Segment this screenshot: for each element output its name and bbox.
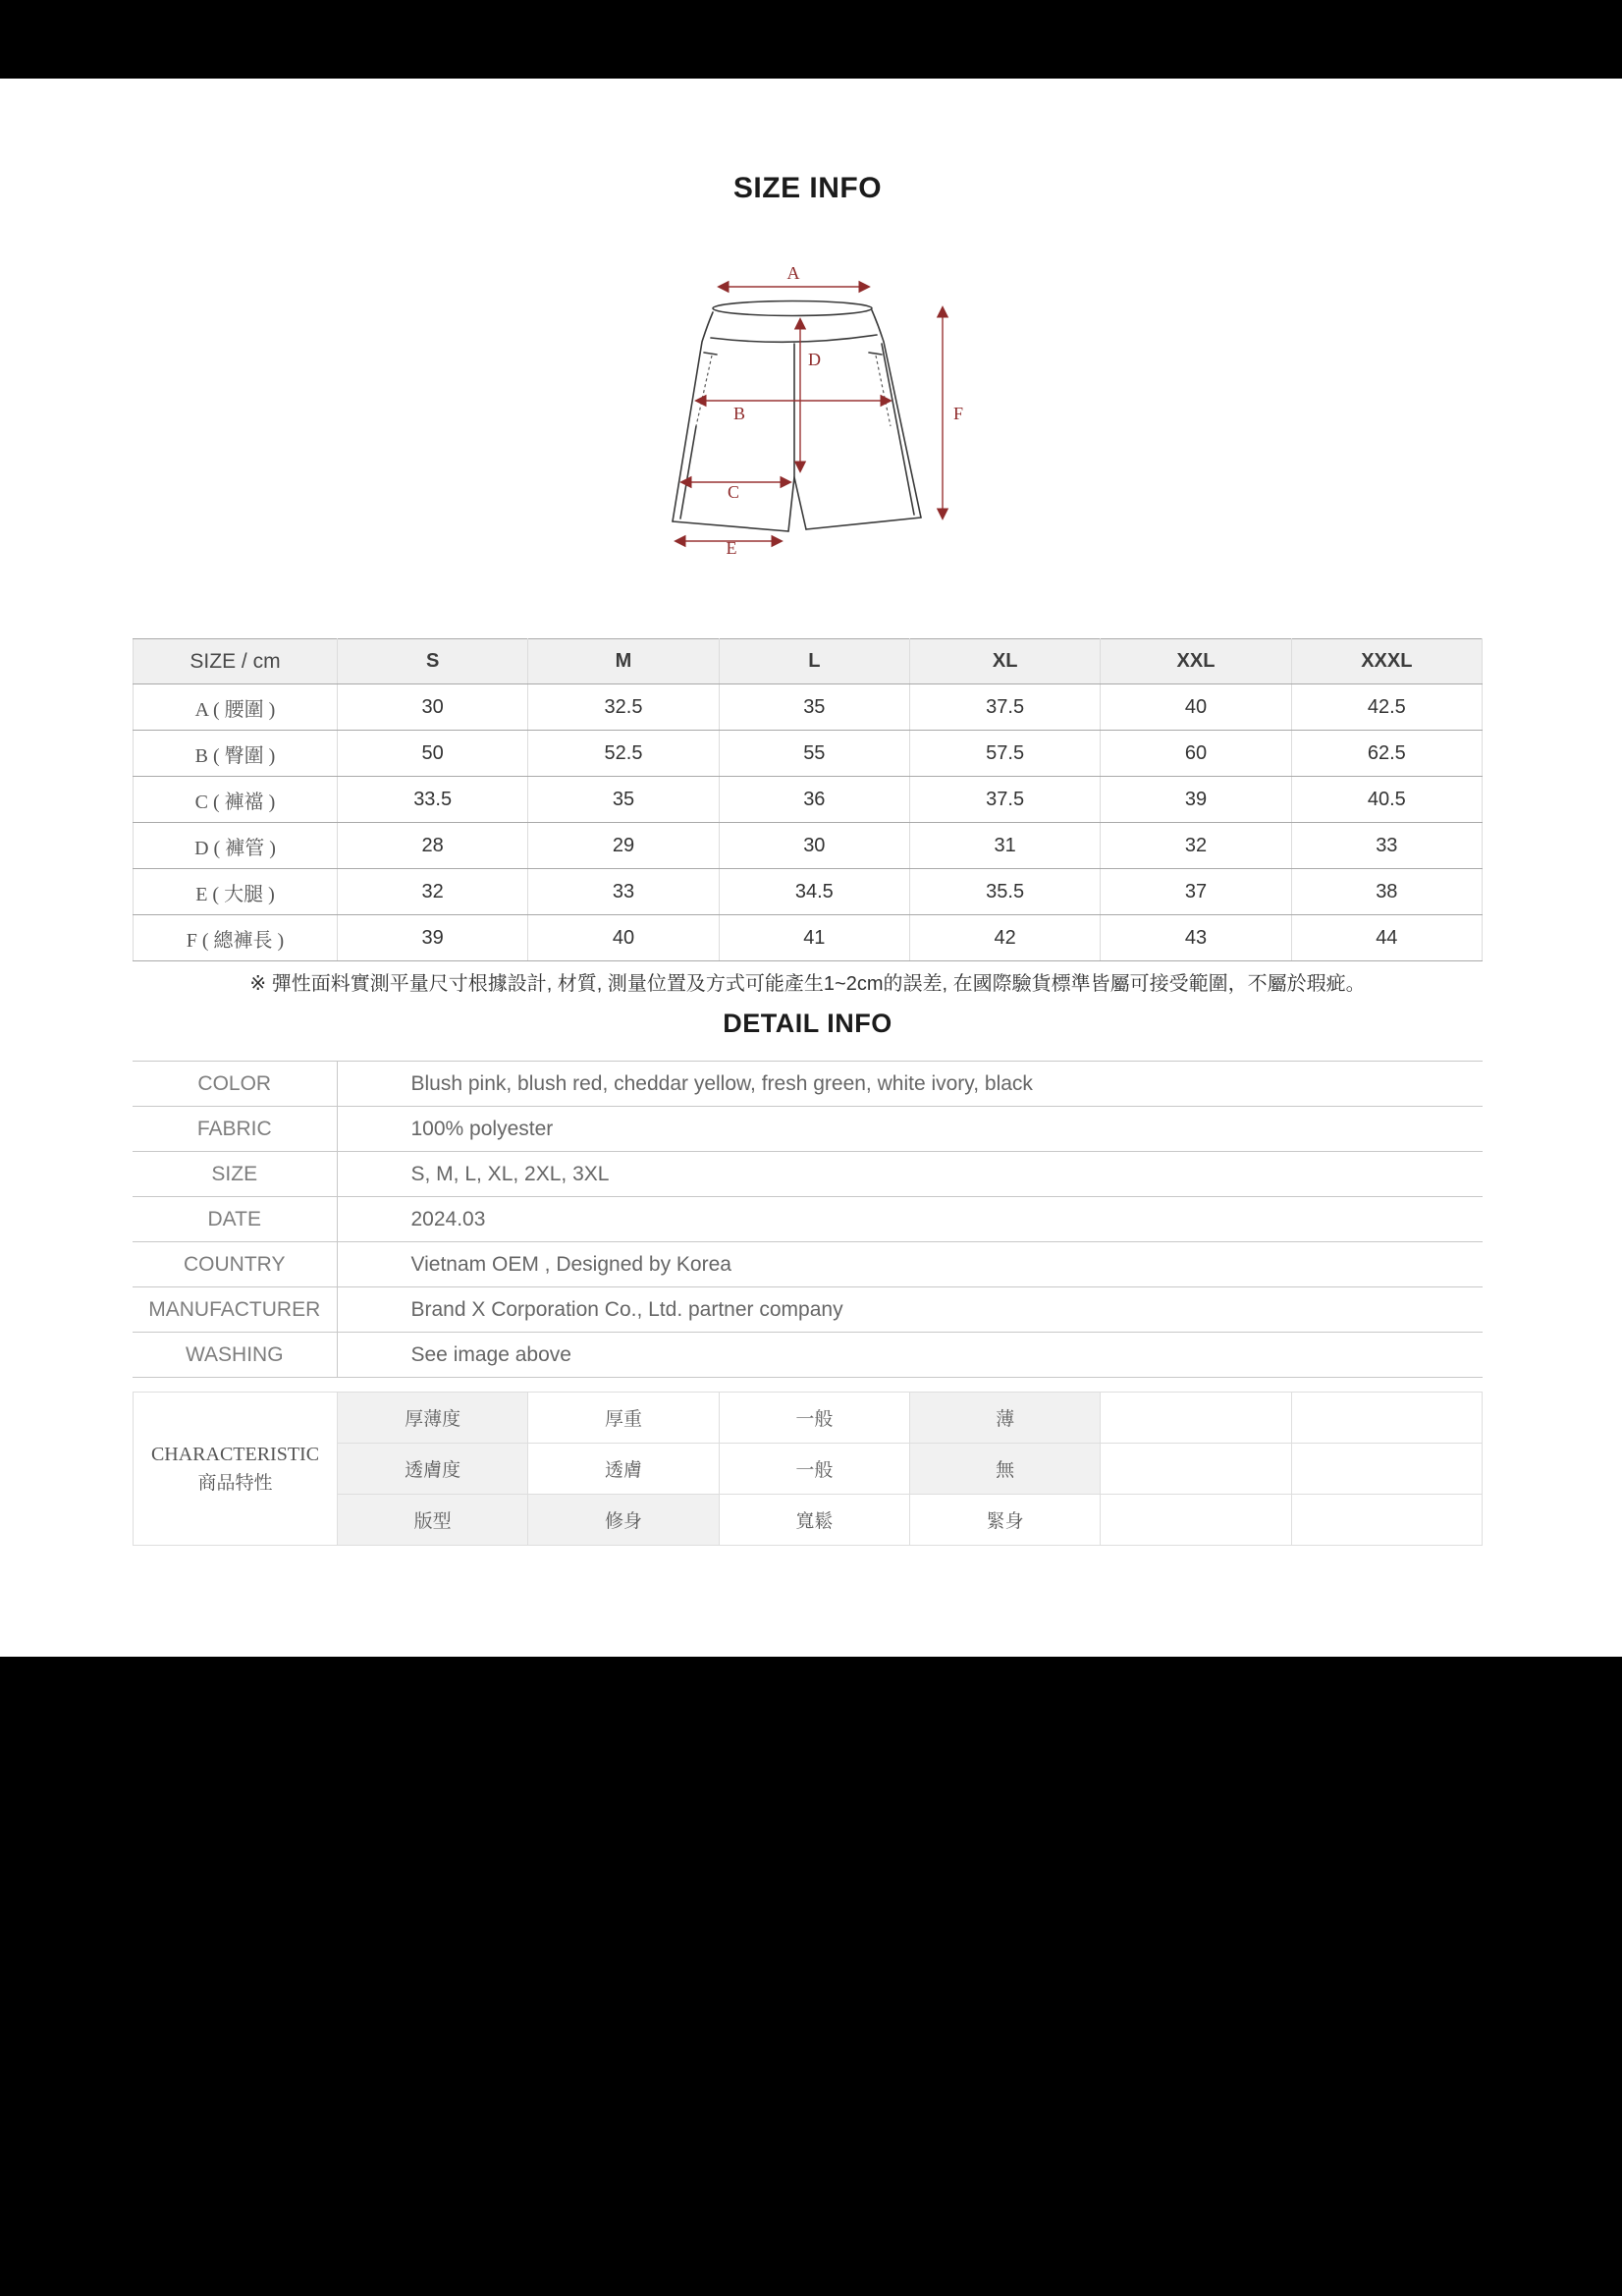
detail-label: MANUFACTURER — [133, 1287, 337, 1333]
detail-label: COLOR — [133, 1062, 337, 1107]
measure-row-label: F ( 總褲長 ) — [134, 915, 338, 961]
characteristic-table — [133, 1392, 1483, 1546]
size-table-header-cell: XXL — [1101, 639, 1291, 684]
characteristic-option: 厚重 — [528, 1393, 719, 1444]
size-table-header-cell: S — [338, 639, 528, 684]
characteristic-option-empty — [1291, 1393, 1482, 1444]
detail-label: SIZE — [133, 1152, 337, 1197]
detail-info-title: DETAIL INFO — [723, 1009, 892, 1038]
detail-row — [133, 1333, 1483, 1378]
size-value: 41 — [719, 915, 909, 961]
detail-row — [133, 1242, 1483, 1287]
shorts-outline — [673, 301, 921, 532]
measure-label-a: A — [786, 263, 800, 283]
characteristic-option: 緊身 — [909, 1495, 1100, 1546]
size-value: 37.5 — [909, 684, 1100, 731]
measure-labels — [727, 263, 964, 558]
characteristic-label: 版型 — [338, 1495, 528, 1546]
characteristic-title-cell — [134, 1393, 338, 1546]
measure-label-e: E — [726, 538, 737, 558]
size-table — [133, 638, 1483, 961]
characteristic-option-selected: 修身 — [528, 1495, 719, 1546]
size-value: 30 — [719, 823, 909, 869]
size-value: 30 — [338, 684, 528, 731]
measure-row-label: D ( 褲管 ) — [134, 823, 338, 869]
size-value: 33 — [1291, 823, 1482, 869]
size-value: 37 — [1101, 869, 1291, 915]
characteristic-option: 一般 — [719, 1444, 909, 1495]
detail-row — [133, 1107, 1483, 1152]
detail-value: Blush pink, blush red, cheddar yellow, fresh green, white ivory, black — [337, 1062, 1483, 1107]
size-value: 52.5 — [528, 731, 719, 777]
size-value: 35 — [528, 777, 719, 823]
size-value: 55 — [719, 731, 909, 777]
size-value: 40 — [1101, 684, 1291, 731]
detail-value: Brand X Corporation Co., Ltd. partner company — [337, 1287, 1483, 1333]
detail-value: 2024.03 — [337, 1197, 1483, 1242]
size-table-header-cell: M — [528, 639, 719, 684]
size-table-header-cell: SIZE / cm — [134, 639, 338, 684]
detail-row — [133, 1152, 1483, 1197]
measure-label-d: D — [808, 350, 821, 369]
characteristic-option-empty — [1101, 1393, 1291, 1444]
measure-row-label: C ( 褲襠 ) — [134, 777, 338, 823]
detail-table — [133, 1061, 1483, 1378]
detail-value: 100% polyester — [337, 1107, 1483, 1152]
measure-label-c: C — [727, 482, 740, 502]
size-table-header-cell: XXXL — [1291, 639, 1482, 684]
size-value: 40.5 — [1291, 777, 1482, 823]
size-value: 38 — [1291, 869, 1482, 915]
size-value: 32 — [1101, 823, 1291, 869]
size-value: 42.5 — [1291, 684, 1482, 731]
characteristic-option: 寬鬆 — [719, 1495, 909, 1546]
detail-label: FABRIC — [133, 1107, 337, 1152]
size-value: 35.5 — [909, 869, 1100, 915]
size-value: 43 — [1101, 915, 1291, 961]
size-value: 37.5 — [909, 777, 1100, 823]
characteristic-option-empty — [1291, 1495, 1482, 1546]
measure-arrows — [676, 287, 943, 541]
size-table-header-cell: L — [719, 639, 909, 684]
size-value: 44 — [1291, 915, 1482, 961]
measure-row-label: E ( 大腿 ) — [134, 869, 338, 915]
size-value: 39 — [338, 915, 528, 961]
size-table-row — [134, 731, 1483, 777]
characteristic-option-selected: 薄 — [909, 1393, 1100, 1444]
characteristic-option-empty — [1101, 1444, 1291, 1495]
size-value: 40 — [528, 915, 719, 961]
size-value: 32.5 — [528, 684, 719, 731]
detail-label: WASHING — [133, 1333, 337, 1378]
size-value: 34.5 — [719, 869, 909, 915]
characteristic-row — [134, 1393, 1483, 1444]
size-value: 33.5 — [338, 777, 528, 823]
size-value: 60 — [1101, 731, 1291, 777]
characteristic-label: 厚薄度 — [338, 1393, 528, 1444]
size-table-row — [134, 777, 1483, 823]
characteristic-option-empty — [1101, 1495, 1291, 1546]
characteristic-option: 透膚 — [528, 1444, 719, 1495]
measure-label-b: B — [732, 404, 746, 423]
size-info-title: SIZE INFO — [732, 172, 883, 204]
size-value: 50 — [338, 731, 528, 777]
detail-value: Vietnam OEM , Designed by Korea — [337, 1242, 1483, 1287]
size-value: 62.5 — [1291, 731, 1482, 777]
size-table-row — [134, 869, 1483, 915]
size-table-row — [134, 915, 1483, 961]
characteristic-option-empty — [1291, 1444, 1482, 1495]
shorts-measurement-diagram — [628, 246, 1070, 589]
shorts-pocket-stitches — [696, 355, 891, 426]
detail-label: COUNTRY — [133, 1242, 337, 1287]
size-value: 33 — [528, 869, 719, 915]
detail-value: S, M, L, XL, 2XL, 3XL — [337, 1152, 1483, 1197]
size-value: 32 — [338, 869, 528, 915]
measure-row-label: B ( 臀圍 ) — [134, 731, 338, 777]
detail-row — [133, 1197, 1483, 1242]
characteristic-option-selected: 無 — [909, 1444, 1100, 1495]
measure-row-label: A ( 腰圍 ) — [134, 684, 338, 731]
characteristic-title-en: CHARACTERISTIC — [150, 1443, 320, 1465]
detail-row — [133, 1062, 1483, 1107]
characteristic-title-zh: 商品特性 — [197, 1472, 273, 1494]
size-value: 36 — [719, 777, 909, 823]
white-content-area — [0, 79, 1622, 1657]
detail-row — [133, 1287, 1483, 1333]
measure-label-f: F — [953, 404, 964, 423]
size-table-header-cell: XL — [909, 639, 1100, 684]
size-table-row — [134, 684, 1483, 731]
characteristic-option: 一般 — [719, 1393, 909, 1444]
size-value: 39 — [1101, 777, 1291, 823]
size-value: 35 — [719, 684, 909, 731]
size-value: 57.5 — [909, 731, 1100, 777]
size-table-row — [134, 823, 1483, 869]
size-value: 31 — [909, 823, 1100, 869]
characteristic-label: 透膚度 — [338, 1444, 528, 1495]
detail-label: DATE — [133, 1197, 337, 1242]
size-table-header-row — [134, 639, 1483, 684]
detail-value: See image above — [337, 1333, 1483, 1378]
size-value: 28 — [338, 823, 528, 869]
tolerance-note: ※ 彈性面料實測平量尺寸根據設計, 材質, 測量位置及方式可能產生1~2cm的誤差, 在國際驗貨標準皆屬可接受範圍，不屬於瑕疵。 — [249, 973, 1366, 995]
size-value: 29 — [528, 823, 719, 869]
size-value: 42 — [909, 915, 1100, 961]
